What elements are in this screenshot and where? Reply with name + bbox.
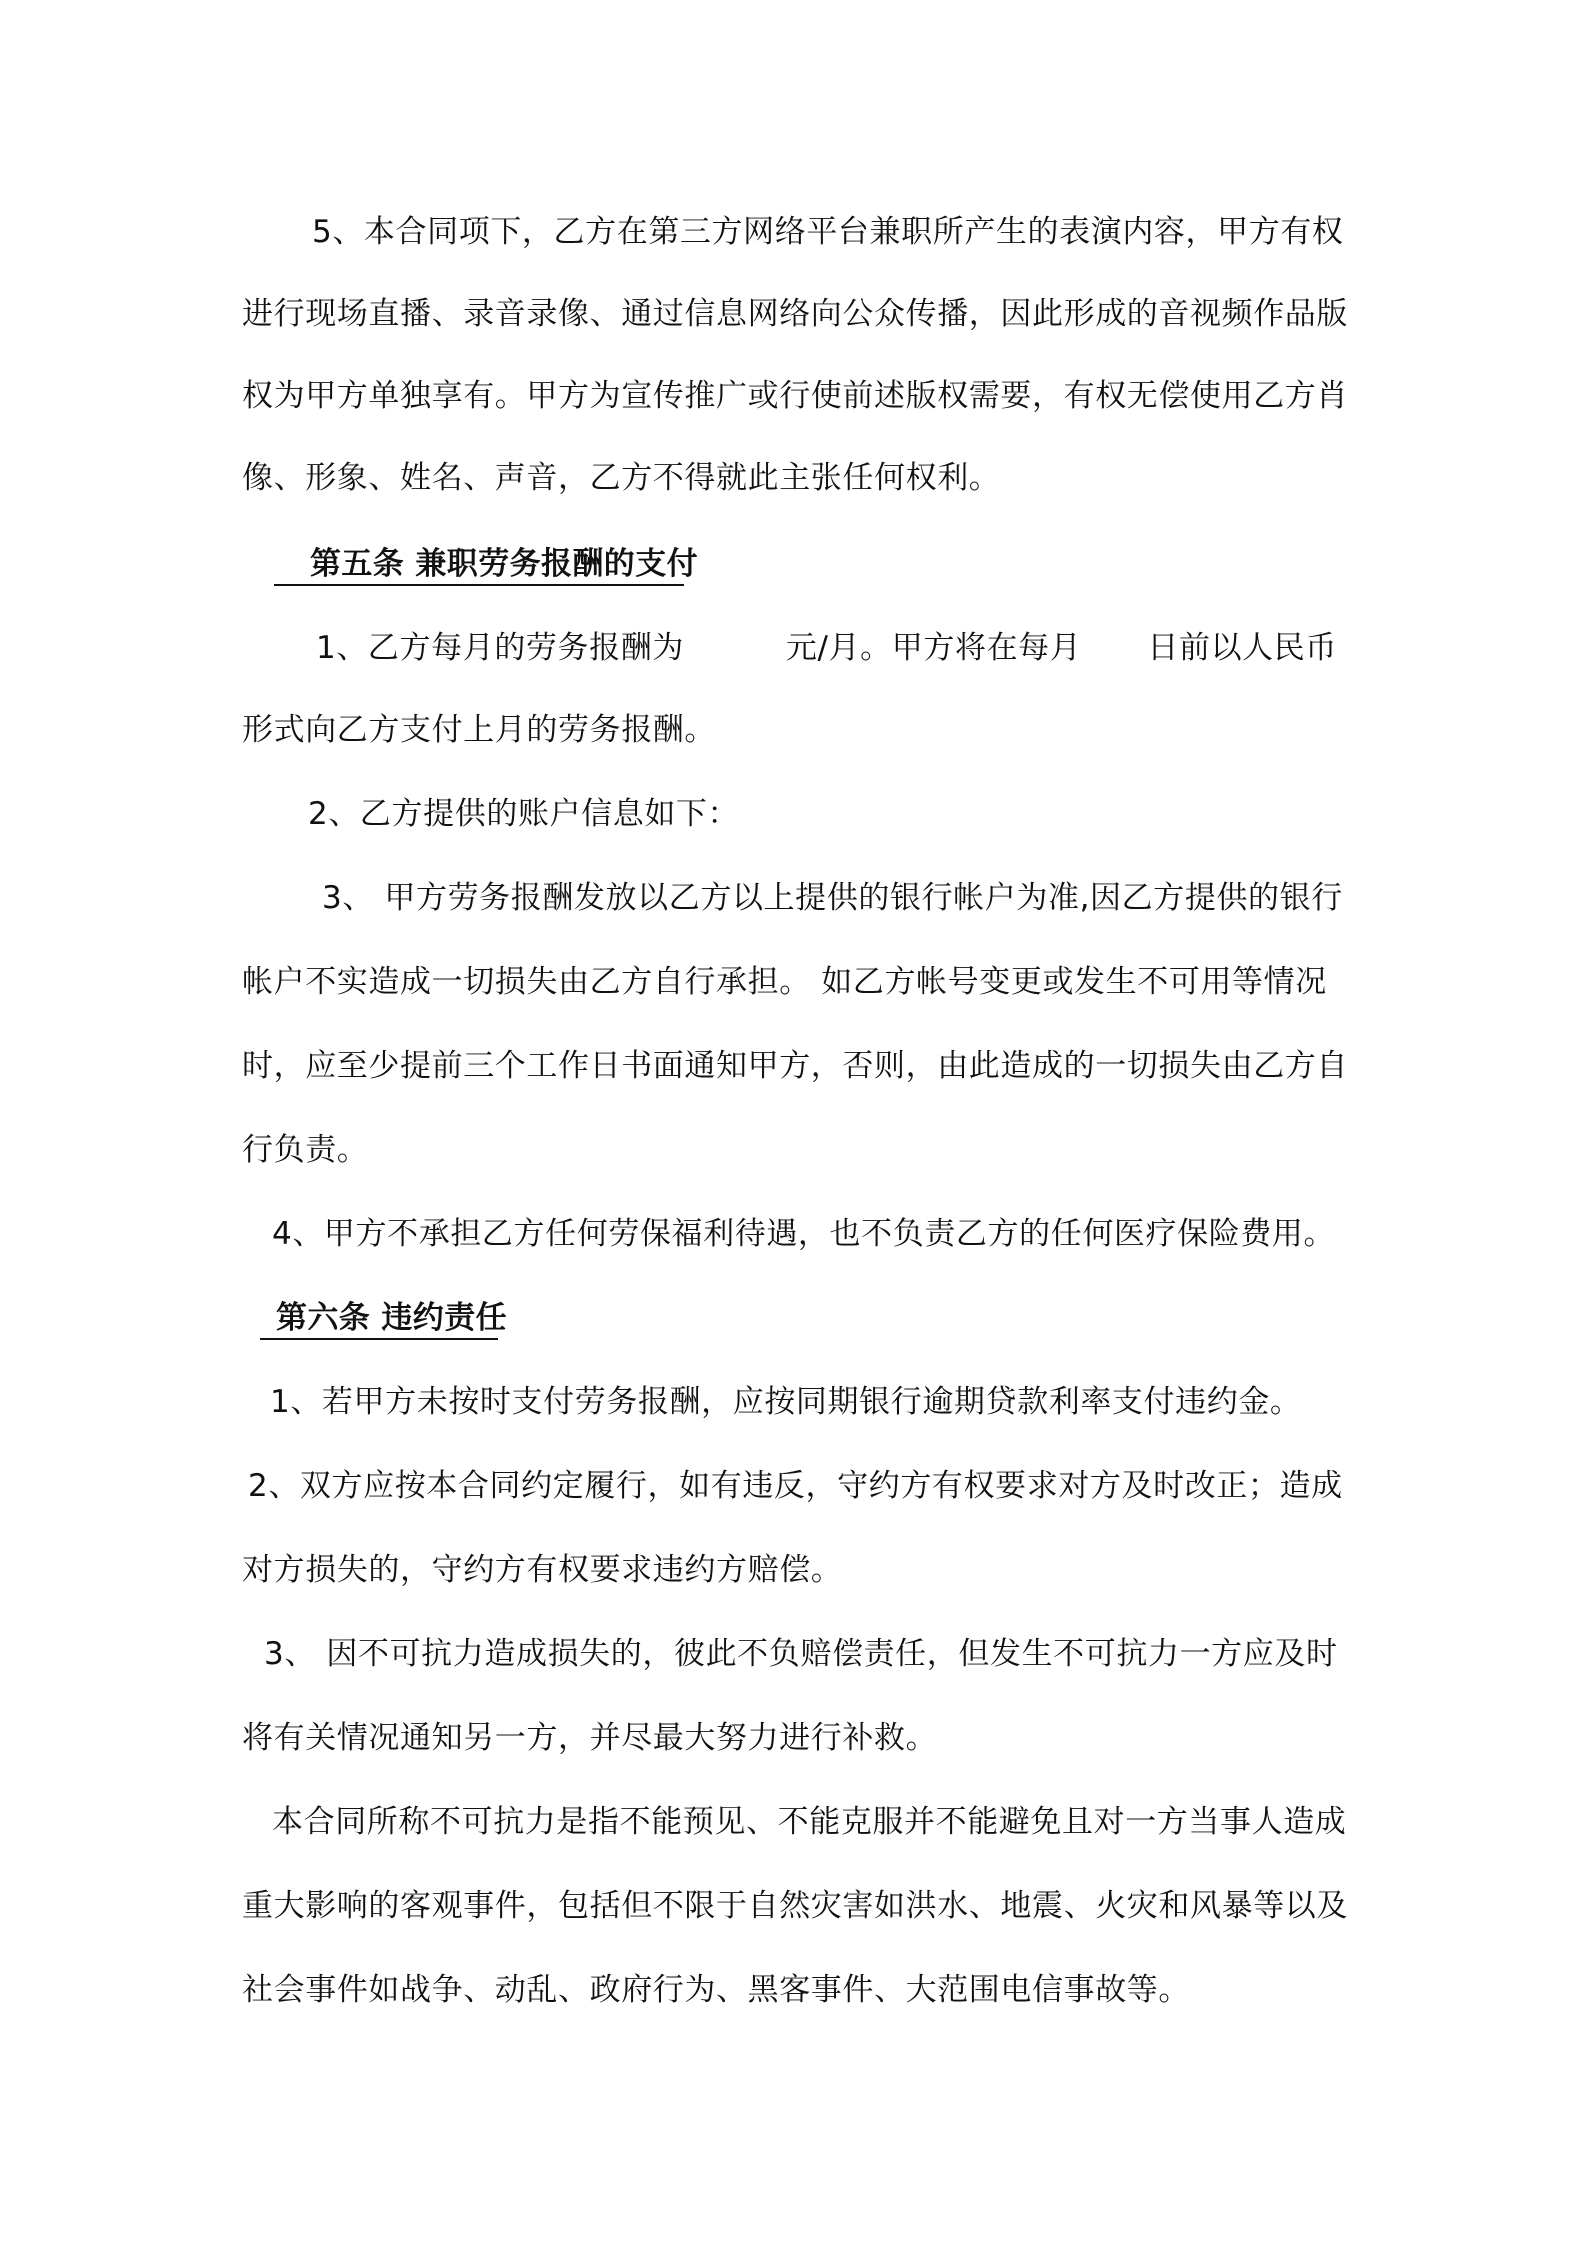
paragraph-line: 1、若甲方未按时支付劳务报酬，应按同期银行逾期贷款利率支付违约金。 xyxy=(270,1384,1302,1420)
salary-text: 1、乙方每月的劳务报酬为 xyxy=(316,630,684,666)
heading-underline xyxy=(260,1338,498,1340)
paragraph-line: 像、形象、姓名、声音，乙方不得就此主张任何权利。 xyxy=(242,460,1001,496)
pay-day-text: 元/月。甲方将在每月 xyxy=(785,630,1082,666)
paragraph-line: 进行现场直播、录音录像、通过信息网络向公众传播，因此形成的音视频作品版 xyxy=(242,296,1348,332)
paragraph-line: 2、乙方提供的账户信息如下： xyxy=(308,796,740,832)
paragraph-line: 重大影响的客观事件，包括但不限于自然灾害如洪水、地震、火灾和风暴等以及 xyxy=(242,1888,1348,1924)
article-6-heading: 第六条 违约责任 xyxy=(276,1300,507,1336)
paragraph-line: 3、 因不可抗力造成损失的，彼此不负赔偿责任，但发生不可抗力一方应及时 xyxy=(264,1636,1338,1672)
heading-underline xyxy=(274,584,684,586)
paragraph-line: 对方损失的，守约方有权要求违约方赔偿。 xyxy=(242,1552,843,1588)
paragraph-line: 2、双方应按本合同约定履行，如有违反，守约方有权要求对方及时改正；造成 xyxy=(248,1468,1343,1504)
article-5-heading: 第五条 兼职劳务报酬的支付 xyxy=(310,546,698,582)
paragraph-line: 本合同所称不可抗力是指不能预见、不能克服并不能避免且对一方当事人造成 xyxy=(272,1804,1347,1840)
paragraph-line: 形式向乙方支付上月的劳务报酬。 xyxy=(242,712,716,748)
paragraph-line: 将有关情况通知另一方，并尽最大努力进行补救。 xyxy=(242,1720,938,1756)
paragraph-line: 时，应至少提前三个工作日书面通知甲方，否则，由此造成的一切损失由乙方自 xyxy=(242,1048,1348,1084)
paragraph-line: 5、本合同项下，乙方在第三方网络平台兼职所产生的表演内容，甲方有权 xyxy=(312,214,1344,250)
paragraph-line: 4、甲方不承担乙方任何劳保福利待遇，也不负责乙方的任何医疗保险费用。 xyxy=(272,1216,1336,1252)
currency-text: 日前以人民币 xyxy=(1147,630,1337,666)
paragraph-line: 社会事件如战争、动乱、政府行为、黑客事件、大范围电信事故等。 xyxy=(242,1972,1190,2008)
paragraph-line: 帐户不实造成一切损失由乙方自行承担。 如乙方帐号变更或发生不可用等情况 xyxy=(242,964,1327,1000)
paragraph-line: 行负责。 xyxy=(242,1132,369,1168)
paragraph-line: 权为甲方单独享有。甲方为宣传推广或行使前述版权需要，有权无偿使用乙方肖 xyxy=(242,378,1348,414)
paragraph-line: 3、 甲方劳务报酬发放以乙方以上提供的银行帐户为准,因乙方提供的银行 xyxy=(322,880,1343,916)
paragraph-line xyxy=(316,628,1426,668)
